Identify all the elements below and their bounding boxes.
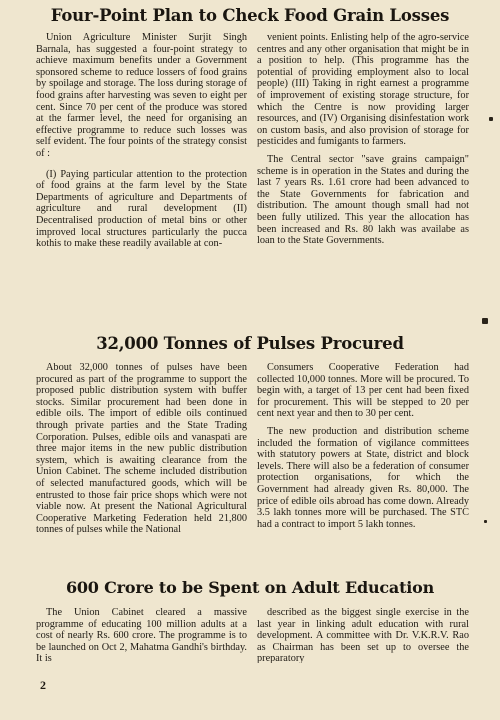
article1-paragraph: venient points. Enlisting help of the agro-service centres and any other organisation that might be in a position to help. (This programme has the potential of providing employment also to local people) (III) Taking in right earnest a programme of improvement of existing storage structure, for which the Centre is now providing larger resources, and (IV) Organising disinfestation work on custom basis, and also provision of storage for pesticides and fumigants to farmers. [257,32,469,148]
article2-paragraph: About 32,000 tonnes of pulses have been procured as part of the programme to support the proposed public distribution system with buffer stocks. Similar procurement had been done in edible oils. The import of edible oils continued through private parties and the State Trading Corporation. Pulses, edible oils and vanaspati are three major items in the new public distribution system, which is awaiting clearance from the Union Cabinet. The scheme included distribution of selected manufactured goods, which will be entrusted to those fair price shops which were not viable now. At present the National Agricultural Cooperative Marketing Federation held 21,800 tonnes of pulses while the National [36,362,247,536]
scan-speck [482,318,488,324]
article3-paragraph: The Union Cabinet cleared a massive programme of educating 100 million adults at a cost of nearly Rs. 600 crore. The programme is to be launched on Oct 2, Mahatma Gandhi's birthday. It is [36,607,247,663]
article2-column-left [36,362,247,572]
article-title-food-grain-losses: Four-Point Plan to Check Food Grain Losses [50,6,450,25]
article-title-adult-education: 600 Crore to be Spent on Adult Education [65,578,435,597]
article3-column-right [257,607,469,663]
article1-column-left [36,32,247,326]
page-number: 2 [40,678,46,692]
article2-paragraph: The new production and distribution scheme included the formation of vigilance committees with statutory powers at State, district and block levels. There will also be a federation of consumer protection organisations, for which the Government had already given Rs. 80,000. The price of edible oils abroad has come down. Already 3.5 lakh tonnes more will be purchased. The STC had a contract to import 5 lakh tonnes. [257,425,469,530]
article2-paragraph: Consumers Cooperative Federation had collected 10,000 tonnes. More will be procured. To begin with, a target of 13 per cent had been fixed for procurement. This will be stepped to 20 per cent next year and then to 30 per cent. [257,362,469,420]
article3-column-left [36,607,247,663]
article1-paragraph: (I) Paying particular attention to the protection of food grains at the farm level by the State Departments of agriculture and Departments of agriculture and rural development (II) Decentralised production of metal bins or other improved local structures particularly the pucca kothis to make these readily available at con- [36,168,247,250]
scan-speck [489,117,493,121]
article1-paragraph: The Central sector "save grains campaign" scheme is in operation in the States and during the last 7 years Rs. 1.61 crore had been advanced to the State Governments for fabrication and distribution. The amount though small had not been fully utilized. This year the allocation has been increased and Rs. 80 lakh was availabe as loan to the State Governments. [257,153,469,247]
scan-speck [484,520,487,523]
article3-paragraph: described as the biggest single exercise in the last year in linking adult education with rural development. A committee with Dr. V.K.R.V. Rao as Chairman has been set up to oversee the preparatory [257,607,469,663]
article1-paragraph: Union Agriculture Minister Surjit Singh Barnala, has suggested a four-point strategy to achieve maximum benefits under a Government sponsored scheme to reduce lossers of food grains by spoilage and storage. The loss during storage of food grains after harvesting was seven to eight per cent. Since 70 per cent of the produce was stored at the farmer level, the need for organising an effective programme to reduce such losses was self evident. The four points of the strategy consist of : [36,32,247,159]
article1-column-right [257,32,469,326]
article-title-pulses-procured: 32,000 Tonnes of Pulses Procured [96,334,404,353]
article2-column-right [257,362,469,572]
